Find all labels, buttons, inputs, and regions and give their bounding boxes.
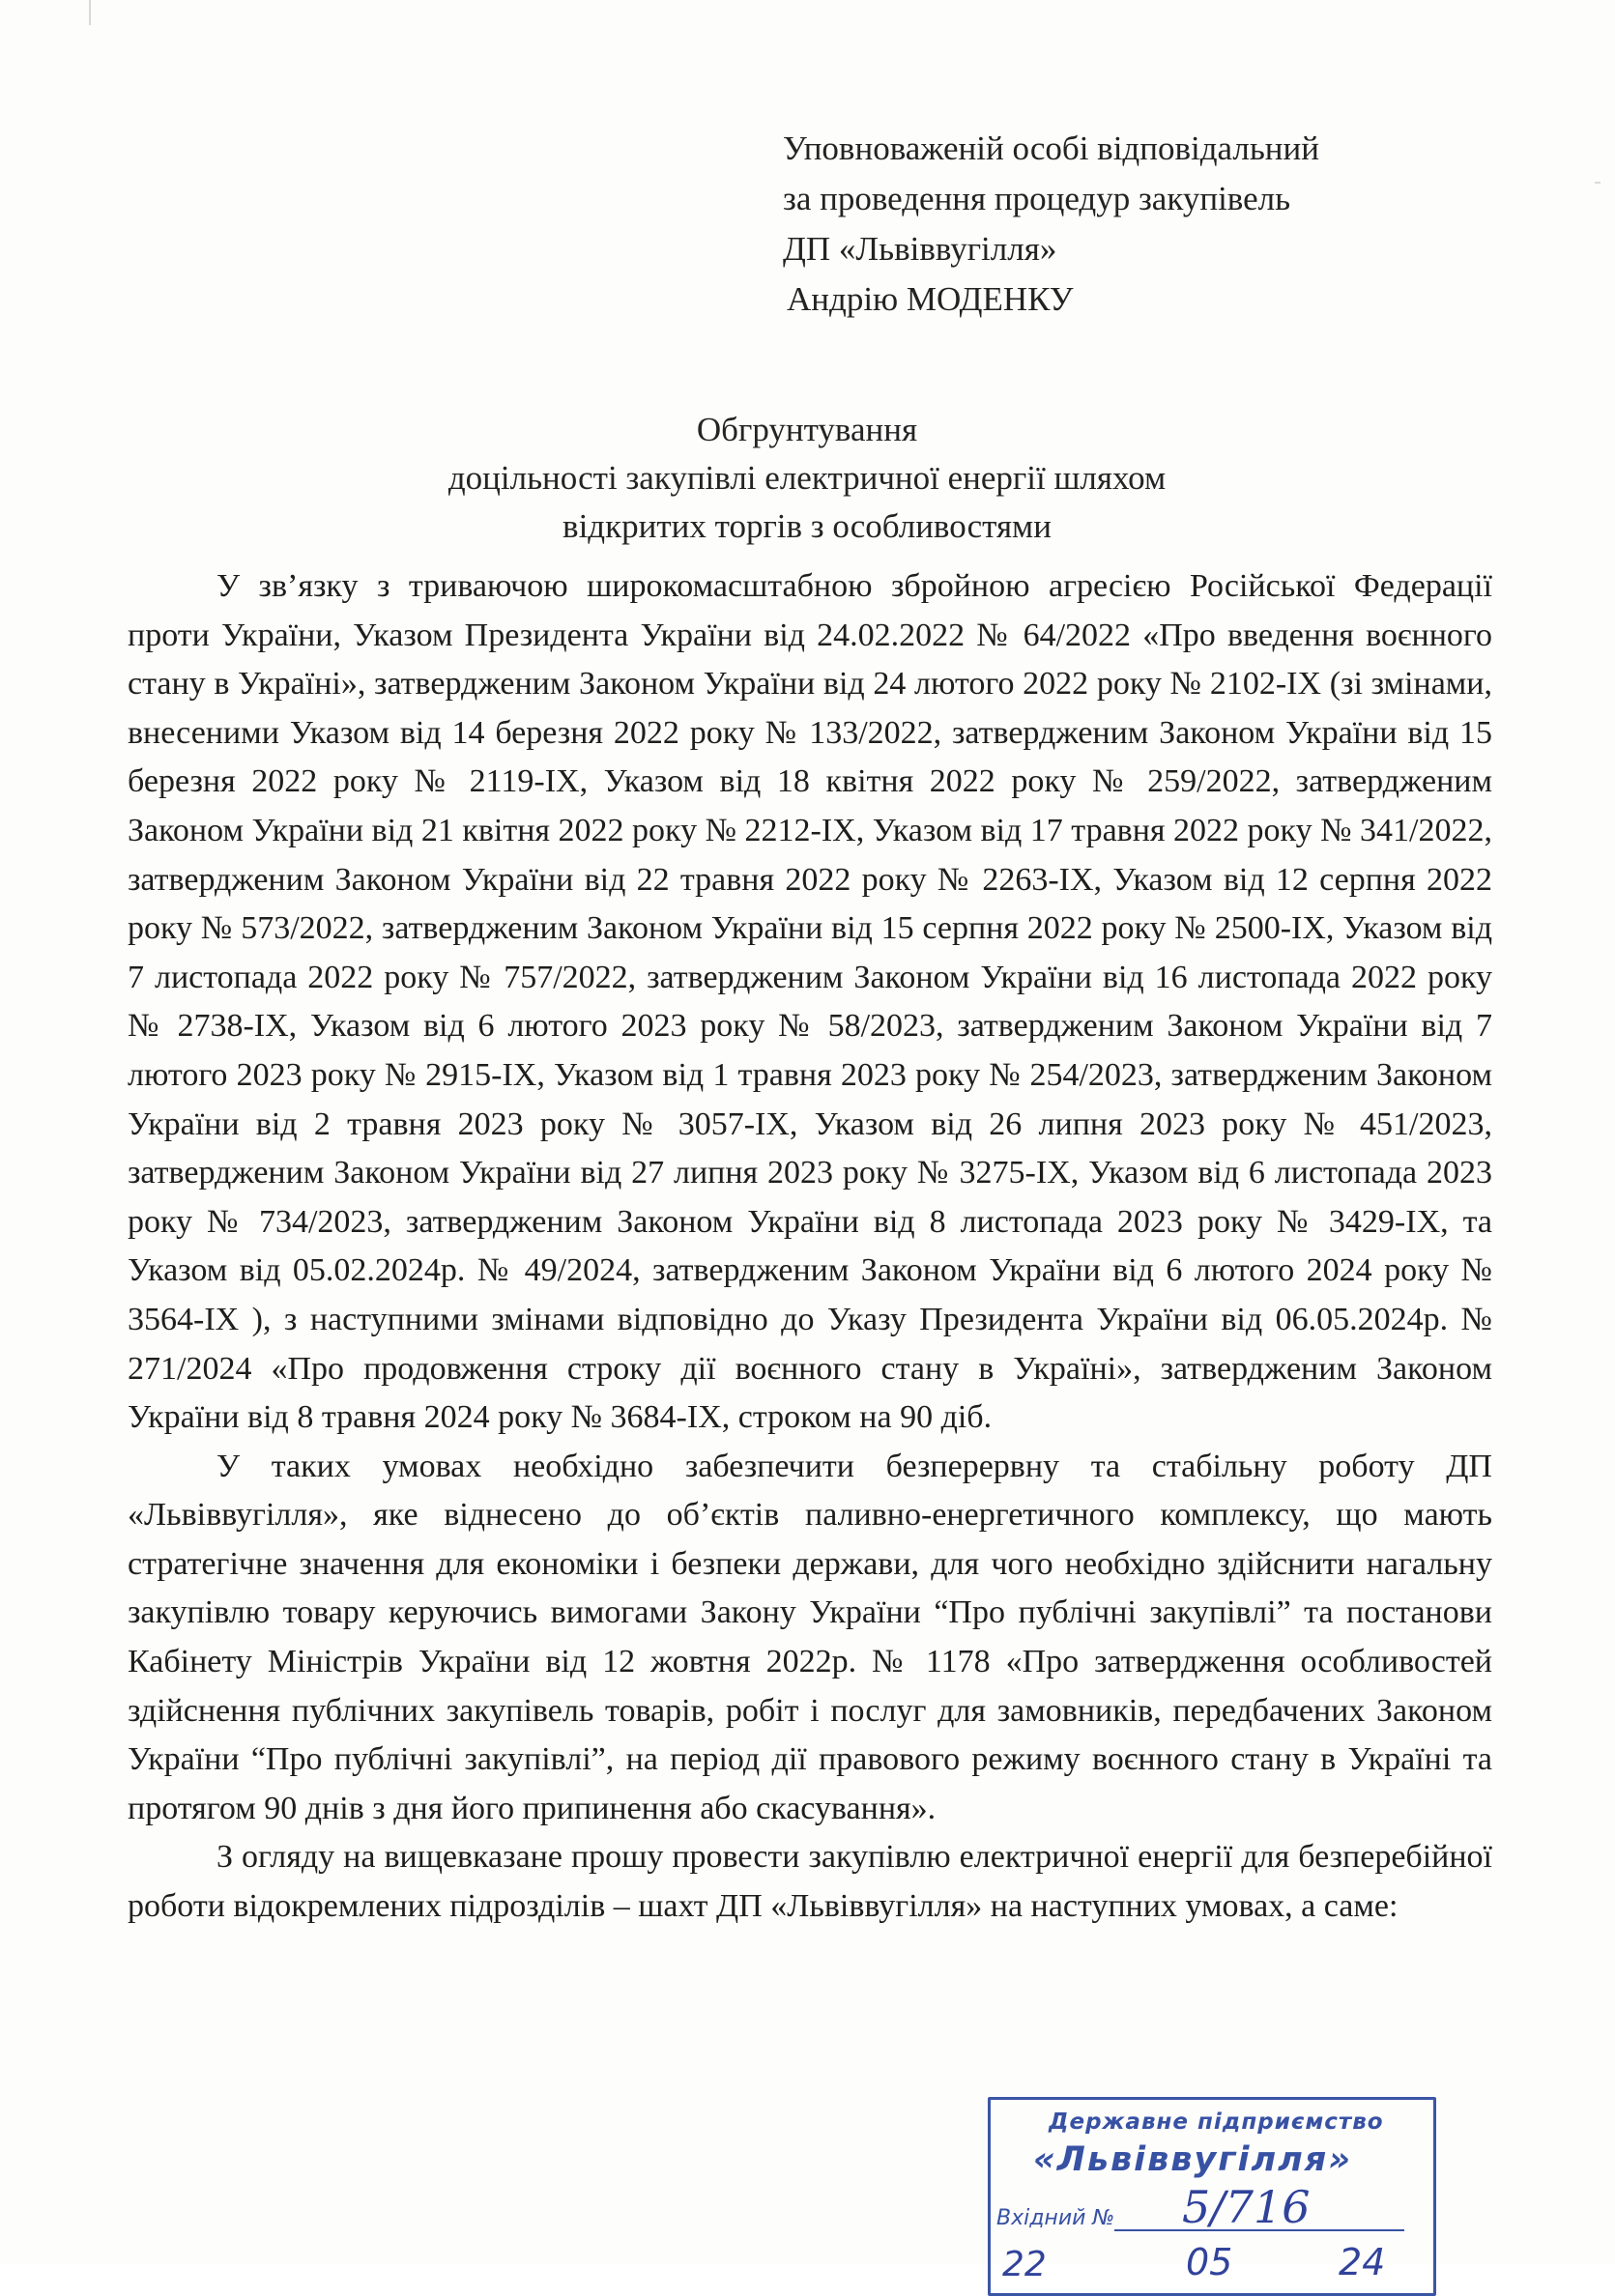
stamp-name-line: «Львіввугілля» bbox=[1033, 2140, 1352, 2179]
addressee-block bbox=[783, 124, 1459, 325]
document-body bbox=[128, 562, 1492, 1932]
body-paragraph-1: У зв’язку з триваючою широкомасштабною збройною агресією Російської Федерації проти України, Указом Президента України від 24.02.2022 № 64/2022 «Про введення воєнного стану в Україні», затвердженим Законом України від 24 лютого 2022 року № 2102-ІХ (зі змінами, внесеними Указом від 14 березня 2022 року № 133/2022, затвердженим Законом України від 15 березня 2022 року № 2119-ІХ, Указом від 18 квітня 2022 року № 259/2022, затвердженим Законом України від 21 квітня 2022 року № 2212-ІХ, Указом від 17 травня 2022 року № 341/2022, затвердженим Законом України від 22 травня 2022 року № 2263-ІХ, Указом від 12 серпня 2022 року № 573/2022, затвердженим Законом України від 15 серпня 2022 року № 2500-ІХ, Указом від 7 листопада 2022 року № 757/2022, затвердженим Законом України від 16 листопада 2022 року № 2738-ІХ, Указом від 6 лютого 2023 року № 58/2023, затвердженим Законом України від 7 лютого 2023 року № 2915-ІХ, Указом від 1 травня 2023 року № 254/2023, затвердженим Законом України від 2 травня 2023 року № 3057-ІХ, Указом від 26 липня 2023 року № 451/2023, затвердженим Законом України від 27 липня 2023 року № 3275-ІХ, Указом від 6 листопада 2023 року № 734/2023, затвердженим Законом України від 8 листопада 2023 року № 3429-ІХ, та Указом від 05.02.2024р. № 49/2024, затвердженим Законом України від 6 лютого 2024 року № 3564-ІХ ), з наступними змінами відповідно до Указу Президента України від 06.05.2024р. № 271/2024 «Про продовження строку дії воєнного стану в Україні», затвердженим Законом України від 8 травня 2024 року № 3684-ІХ, строком на 90 діб. bbox=[128, 568, 1492, 1436]
addressee-name: Андрію МОДЕНКУ bbox=[787, 280, 1074, 318]
registration-stamp bbox=[988, 2097, 1436, 2296]
body-paragraph-2: У таких умовах необхідно забезпечити безперервну та стабільну роботу ДП «Львіввугілля», яке віднесено до об’єктів паливно-енергетичного комплексу, що мають стратегічне значення для економіки і безпеки держави, для чого необхідно здійснити нагальну закупівлю товару керуючись вимогами Закону України “Про публічні закупівлі” та постанови Кабінету Міністрів України від 12 жовтня 2022р. № 1178 «Про затвердження особливостей здійснення публічних закупівель товарів, робіт і послуг для замовників, передбачених Законом України “Про публічні закупівлі”, на період дії правового режиму воєнного стану в Україні та протягом 90 днів з дня його припинення або скасування». bbox=[128, 1448, 1492, 1826]
title-line-1: Обгрунтування bbox=[696, 411, 918, 448]
title-line-2: доцільності закупівлі електричної енергії шляхом bbox=[447, 459, 1167, 497]
body-paragraph-3: З огляду на вищевказане прошу провести закупівлю електричної енергії для безперебійної роботи відокремлених підрозділів – шахт ДП «Львіввугілля» на наступних умовах, а саме: bbox=[128, 1839, 1492, 1925]
scan-mark bbox=[1595, 182, 1601, 184]
stamp-org-line: Державне підприємство bbox=[1049, 2109, 1384, 2135]
stamp-date-day: 22 bbox=[1002, 2245, 1047, 2284]
addressee-line-1: Уповноваженій особі відповідальний bbox=[783, 129, 1319, 167]
stamp-incoming-number: 5/716 bbox=[1182, 2181, 1311, 2233]
stamp-date-year: 24 bbox=[1339, 2241, 1386, 2283]
stamp-date-month: 05 bbox=[1186, 2241, 1233, 2283]
document-title bbox=[130, 406, 1484, 551]
stamp-incoming-label: Вхідний № bbox=[996, 2206, 1115, 2230]
scan-mark bbox=[89, 0, 91, 25]
title-line-3: відкритих торгів з особливостями bbox=[562, 507, 1052, 545]
addressee-line-2: за проведення процедур закупівель bbox=[783, 180, 1291, 217]
addressee-line-3: ДП «Львіввугілля» bbox=[783, 230, 1057, 268]
